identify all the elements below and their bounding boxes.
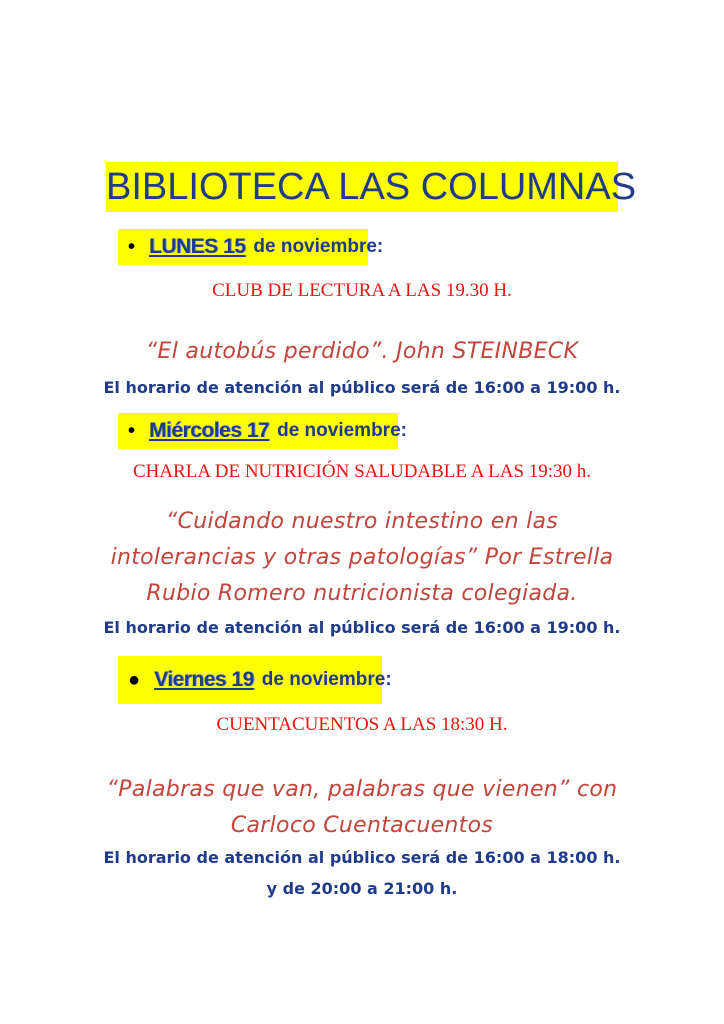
- day-heading-wednesday: [128, 413, 407, 449]
- bullet: •: [128, 235, 136, 258]
- opening-hours: El horario de atención al público será de 16:00 a 19:00 h.: [103, 618, 621, 637]
- day-date: de noviembre:: [277, 420, 407, 441]
- bullet: •: [128, 419, 136, 442]
- activity-title: CLUB DE LECTURA A LAS 19.30 H.: [212, 280, 512, 301]
- activity-description: “El autobús perdido”. John STEINBECK: [145, 339, 579, 364]
- page-title: BIBLIOTECA LAS COLUMNAS: [106, 162, 618, 212]
- activity-description-line: Carloco Cuentacuentos: [230, 813, 494, 838]
- opening-hours-extra: y de 20:00 a 21:00 h.: [266, 879, 458, 898]
- activity-title: CUENTACUENTOS A LAS 18:30 H.: [216, 714, 508, 735]
- activity-description-line: “Cuidando nuestro intestino en las: [165, 509, 559, 534]
- opening-hours: El horario de atención al público será de 16:00 a 19:00 h.: [103, 378, 621, 397]
- day-date: de noviembre:: [261, 669, 392, 690]
- activity-title: CHARLA DE NUTRICIÓN SALUDABLE A LAS 19:30 h.: [132, 461, 592, 482]
- day-date: de noviembre:: [253, 236, 384, 257]
- day-heading-friday: [128, 662, 392, 698]
- activity-description-line: Rubio Romero nutricionista colegiada.: [146, 581, 578, 606]
- activity-description-line: “Palabras que van, palabras que vienen” con: [106, 777, 618, 802]
- day-name: Miércoles 17: [149, 419, 270, 442]
- activity-description-line: intolerancias y otras patologías” Por Estrella: [110, 545, 614, 570]
- opening-hours: El horario de atención al público será de 16:00 a 18:00 h.: [103, 848, 621, 867]
- day-name: LUNES 15: [149, 235, 246, 258]
- day-name: Viernes 19: [154, 668, 254, 691]
- bullet: ●: [128, 668, 141, 691]
- day-heading-monday: [128, 229, 383, 265]
